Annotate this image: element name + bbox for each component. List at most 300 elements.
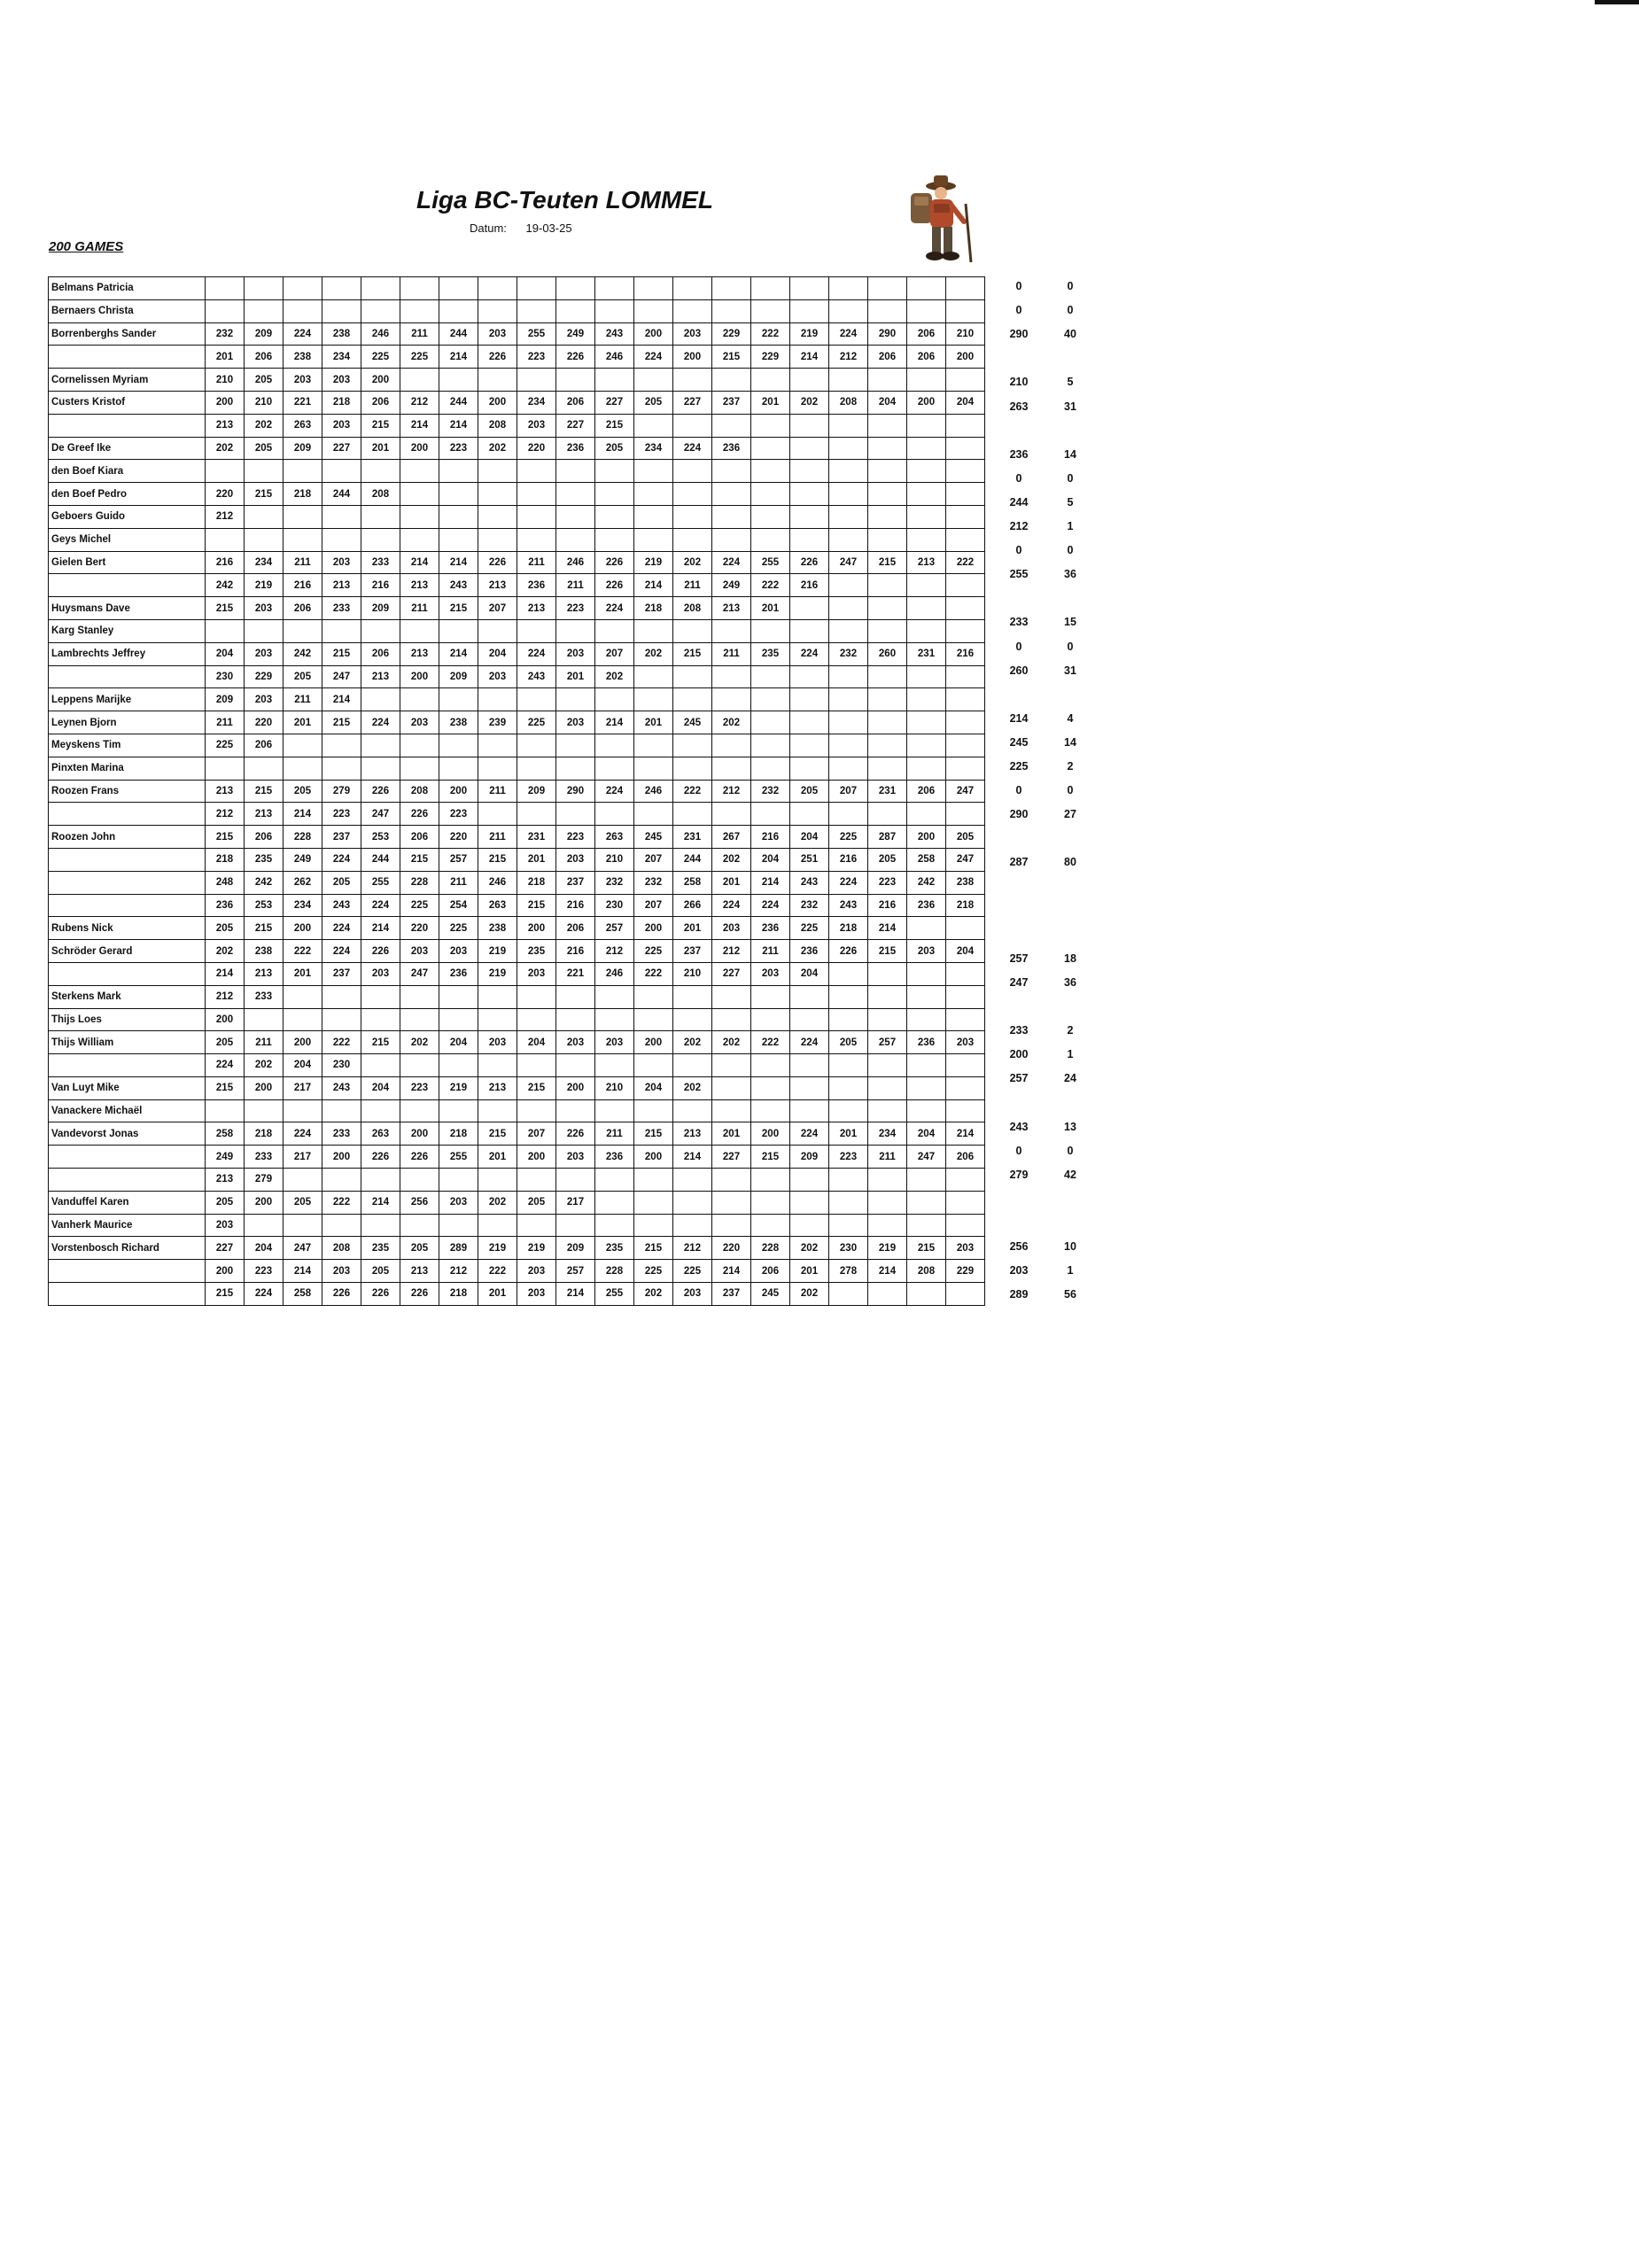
hiker-figure-icon [895,168,994,266]
best-score: 0 [1015,471,1022,485]
score-cell [439,1099,478,1122]
score-cell: 214 [868,1260,907,1283]
score-cell: 215 [634,1237,673,1260]
score-cell: 213 [478,574,517,597]
score-cell [322,1008,361,1031]
score-cell: 204 [751,848,790,871]
score-cell [634,665,673,688]
best-score: 0 [1015,544,1022,557]
score-cell: 212 [206,803,245,826]
score-cell: 236 [907,1031,946,1054]
score-cell: 227 [322,437,361,460]
table-row [49,1191,985,1214]
score-cell: 238 [322,322,361,346]
game-count: 5 [1067,495,1074,509]
score-cell [946,803,985,826]
score-cell: 220 [712,1237,751,1260]
score-cell: 226 [595,574,634,597]
best-score: 0 [1015,304,1022,317]
score-cell: 231 [907,642,946,665]
score-cell: 202 [634,642,673,665]
score-cell: 227 [556,414,595,437]
score-cell [790,757,829,780]
score-cell: 212 [439,1260,478,1283]
table-row [49,757,985,780]
score-cell: 202 [400,1031,439,1054]
score-cell: 213 [322,574,361,597]
score-cell [361,1214,400,1237]
score-cell: 236 [439,962,478,985]
score-cell: 206 [907,322,946,346]
score-cell [284,505,322,528]
score-cell: 226 [361,940,400,963]
score-cell: 203 [751,962,790,985]
score-cell: 209 [245,322,284,346]
score-cell [946,597,985,620]
score-cell: 205 [595,437,634,460]
score-cell: 203 [284,369,322,392]
score-cell: 231 [673,826,712,849]
score-cell [517,757,556,780]
score-cell: 229 [751,346,790,369]
score-cell: 222 [673,780,712,803]
score-cell [556,985,595,1008]
score-cell [751,528,790,551]
score-cell: 222 [322,1191,361,1214]
score-cell [634,505,673,528]
score-cell: 214 [206,962,245,985]
table-row [49,1214,985,1237]
score-cell [673,460,712,483]
score-cell: 205 [868,848,907,871]
score-cell: 205 [245,437,284,460]
table-row [49,483,985,506]
table-row [49,322,985,346]
score-cell: 209 [556,1237,595,1260]
score-cell: 206 [907,780,946,803]
score-cell [907,711,946,734]
score-cell: 206 [556,917,595,940]
score-cell: 223 [556,826,595,849]
score-cell: 237 [673,940,712,963]
score-cell [907,597,946,620]
score-cell: 249 [556,322,595,346]
score-cell: 211 [478,780,517,803]
score-cell [868,574,907,597]
score-cell: 229 [712,322,751,346]
score-cell [439,277,478,300]
score-cell: 203 [907,940,946,963]
score-cell: 249 [712,574,751,597]
score-cell [673,1008,712,1031]
score-cell: 287 [868,826,907,849]
table-row [49,619,985,642]
score-cell: 243 [829,894,868,917]
score-cell: 224 [751,894,790,917]
score-cell [206,299,245,322]
score-cell [245,1099,284,1122]
score-cell [439,483,478,506]
score-cell [634,619,673,642]
score-cell: 228 [595,1260,634,1283]
datum-label: Datum: [470,221,507,235]
corner-mark [1595,0,1639,4]
game-count: 0 [1067,784,1074,797]
score-cell: 205 [322,871,361,894]
score-cell: 223 [556,597,595,620]
score-cell [946,619,985,642]
score-cell [439,985,478,1008]
score-cell [517,277,556,300]
best-score: 236 [1009,447,1029,461]
score-cell [439,688,478,711]
score-cell [673,985,712,1008]
score-cell: 238 [478,917,517,940]
score-cell: 224 [829,871,868,894]
score-cell [634,1191,673,1214]
score-cell: 220 [206,483,245,506]
score-cell [595,369,634,392]
score-cell: 206 [245,734,284,757]
score-cell: 212 [829,346,868,369]
score-cell [439,734,478,757]
score-cell [712,1169,751,1192]
score-cell [946,1054,985,1077]
score-cell [946,369,985,392]
score-cell: 235 [751,642,790,665]
score-cell [868,1008,907,1031]
score-cell [712,1076,751,1099]
score-cell: 243 [322,894,361,917]
score-cell: 219 [478,940,517,963]
score-cell: 207 [634,894,673,917]
score-cell: 204 [790,826,829,849]
score-cell [907,437,946,460]
score-cell: 230 [829,1237,868,1260]
score-cell: 255 [361,871,400,894]
score-cell [712,734,751,757]
score-cell [206,757,245,780]
score-cell: 205 [245,369,284,392]
score-cell: 229 [946,1260,985,1283]
score-cell: 246 [361,322,400,346]
player-name: Leppens Marijke [49,688,206,711]
score-cell: 221 [556,962,595,985]
table-row [49,1054,985,1077]
score-cell: 247 [322,665,361,688]
score-cell: 203 [556,1146,595,1169]
score-cell [868,437,907,460]
score-cell [595,1214,634,1237]
score-cell [634,528,673,551]
score-cell: 224 [712,894,751,917]
score-cell: 211 [595,1122,634,1146]
score-cell [907,483,946,506]
score-cell [439,1214,478,1237]
score-cell: 262 [284,871,322,894]
score-cell [634,985,673,1008]
score-cell [400,1099,439,1122]
score-cell [751,414,790,437]
score-cell [361,985,400,1008]
score-cell: 255 [517,322,556,346]
score-cell: 245 [751,1283,790,1306]
score-cell [868,757,907,780]
score-cell [634,369,673,392]
score-cell: 201 [284,711,322,734]
score-cell [712,528,751,551]
score-cell: 236 [595,1146,634,1169]
score-cell: 205 [634,391,673,414]
score-cell: 225 [634,940,673,963]
score-cell [829,277,868,300]
score-cell: 211 [868,1146,907,1169]
score-cell: 207 [478,597,517,620]
score-cell: 211 [478,826,517,849]
score-cell: 263 [595,826,634,849]
score-cell [946,505,985,528]
scores-table-body [49,277,985,1306]
score-cell [284,757,322,780]
score-cell: 247 [400,962,439,985]
score-cell [400,619,439,642]
score-cell [712,1054,751,1077]
score-cell [907,1283,946,1306]
score-cell [673,528,712,551]
score-cell: 224 [790,1122,829,1146]
score-cell: 201 [361,437,400,460]
score-cell: 203 [322,414,361,437]
score-cell [907,619,946,642]
score-cell: 203 [439,1191,478,1214]
score-cell [829,1169,868,1192]
score-cell: 200 [751,1122,790,1146]
score-cell: 200 [439,780,478,803]
score-cell: 204 [206,642,245,665]
score-cell: 213 [907,551,946,574]
game-count: 80 [1064,856,1076,869]
score-cell: 214 [556,1283,595,1306]
score-cell [439,528,478,551]
score-cell: 223 [400,1076,439,1099]
score-cell: 238 [946,871,985,894]
score-cell [400,1214,439,1237]
score-cell: 218 [206,848,245,871]
score-cell: 202 [790,1237,829,1260]
score-cell [751,1191,790,1214]
score-cell [673,665,712,688]
score-cell [829,574,868,597]
score-cell: 203 [712,917,751,940]
score-cell [439,505,478,528]
table-row [49,437,985,460]
score-cell [673,483,712,506]
score-cell: 242 [284,642,322,665]
score-cell [907,1191,946,1214]
score-cell: 202 [478,1191,517,1214]
score-cell [517,369,556,392]
best-score: 244 [1009,495,1029,509]
score-cell: 226 [595,551,634,574]
score-cell: 215 [206,1283,245,1306]
score-cell [400,757,439,780]
player-name: Pinxten Marina [49,757,206,780]
score-cell: 236 [712,437,751,460]
score-cell [907,985,946,1008]
player-name [49,346,206,369]
score-cell [790,985,829,1008]
score-cell: 249 [206,1146,245,1169]
score-cell: 224 [829,322,868,346]
score-cell: 224 [206,1054,245,1077]
score-cell [829,1191,868,1214]
score-cell: 226 [322,1283,361,1306]
score-cell: 226 [829,940,868,963]
score-cell [790,437,829,460]
score-cell [478,1054,517,1077]
score-cell: 224 [790,1031,829,1054]
score-cell [712,299,751,322]
score-cell [751,711,790,734]
score-cell: 201 [284,962,322,985]
score-cell [322,460,361,483]
score-cell [751,1169,790,1192]
score-cell: 237 [556,871,595,894]
score-cell: 235 [245,848,284,871]
score-cell [790,803,829,826]
score-cell: 216 [868,894,907,917]
score-cell [907,962,946,985]
score-cell: 204 [361,1076,400,1099]
score-cell [245,1214,284,1237]
score-cell [322,528,361,551]
table-row [49,369,985,392]
score-cell [517,619,556,642]
score-cell: 203 [556,848,595,871]
score-cell [868,1076,907,1099]
score-cell [361,688,400,711]
score-cell: 213 [400,642,439,665]
score-cell [712,414,751,437]
player-name: Sterkens Mark [49,985,206,1008]
score-cell [868,299,907,322]
player-name: Lambrechts Jeffrey [49,642,206,665]
score-cell: 213 [206,414,245,437]
score-cell: 210 [245,391,284,414]
score-cell [790,277,829,300]
score-cell: 214 [400,551,439,574]
score-cell [517,483,556,506]
player-name: Thijs William [49,1031,206,1054]
table-row [49,894,985,917]
score-cell [790,483,829,506]
score-cell: 202 [790,391,829,414]
score-cell: 203 [517,1260,556,1283]
score-cell: 209 [206,688,245,711]
game-count: 14 [1064,735,1076,749]
score-cell: 263 [478,894,517,917]
score-cell [829,1054,868,1077]
score-cell: 200 [206,391,245,414]
score-cell: 200 [400,665,439,688]
best-score: 0 [1015,1144,1022,1157]
score-cell: 224 [634,346,673,369]
score-cell [556,1099,595,1122]
score-cell: 215 [517,1076,556,1099]
score-cell: 260 [868,642,907,665]
score-cell: 244 [322,483,361,506]
score-cell: 257 [868,1031,907,1054]
score-cell: 205 [361,1260,400,1283]
score-cell [868,505,907,528]
score-cell: 238 [284,346,322,369]
score-cell: 206 [556,391,595,414]
score-cell [517,734,556,757]
best-score: 289 [1009,1288,1029,1301]
score-cell: 206 [751,1260,790,1283]
score-cell [868,665,907,688]
player-name: Vanherk Maurice [49,1214,206,1237]
score-cell: 200 [284,1031,322,1054]
score-cell [556,528,595,551]
player-name: Huysmans Dave [49,597,206,620]
score-cell [790,460,829,483]
table-row [49,1283,985,1306]
score-cell [868,688,907,711]
score-cell: 213 [673,1122,712,1146]
score-cell: 200 [907,826,946,849]
score-cell: 216 [751,826,790,849]
score-cell: 203 [946,1031,985,1054]
score-cell: 224 [322,940,361,963]
datum-row [470,221,572,235]
score-cell: 214 [751,871,790,894]
score-cell: 216 [946,642,985,665]
score-cell: 222 [478,1260,517,1283]
score-cell: 200 [478,391,517,414]
score-cell: 224 [595,780,634,803]
score-cell: 236 [206,894,245,917]
score-cell: 203 [478,665,517,688]
score-cell: 203 [439,940,478,963]
score-cell: 247 [829,551,868,574]
game-count: 31 [1064,664,1076,677]
score-cell: 233 [361,551,400,574]
score-cell [595,483,634,506]
score-cell [673,1099,712,1122]
game-count: 5 [1067,376,1074,389]
score-cell: 243 [790,871,829,894]
score-cell: 203 [361,962,400,985]
score-cell [245,460,284,483]
score-cell: 200 [361,369,400,392]
game-count: 40 [1064,328,1076,341]
score-cell: 226 [361,1283,400,1306]
score-cell [751,803,790,826]
score-cell: 266 [673,894,712,917]
score-cell: 203 [556,642,595,665]
score-cell: 233 [322,1122,361,1146]
score-cell [790,1214,829,1237]
score-cell [439,1054,478,1077]
score-cell: 247 [361,803,400,826]
table-row [49,665,985,688]
player-name: Bernaers Christa [49,299,206,322]
score-cell [284,528,322,551]
score-cell: 225 [439,917,478,940]
score-cell [946,917,985,940]
score-cell: 213 [361,665,400,688]
